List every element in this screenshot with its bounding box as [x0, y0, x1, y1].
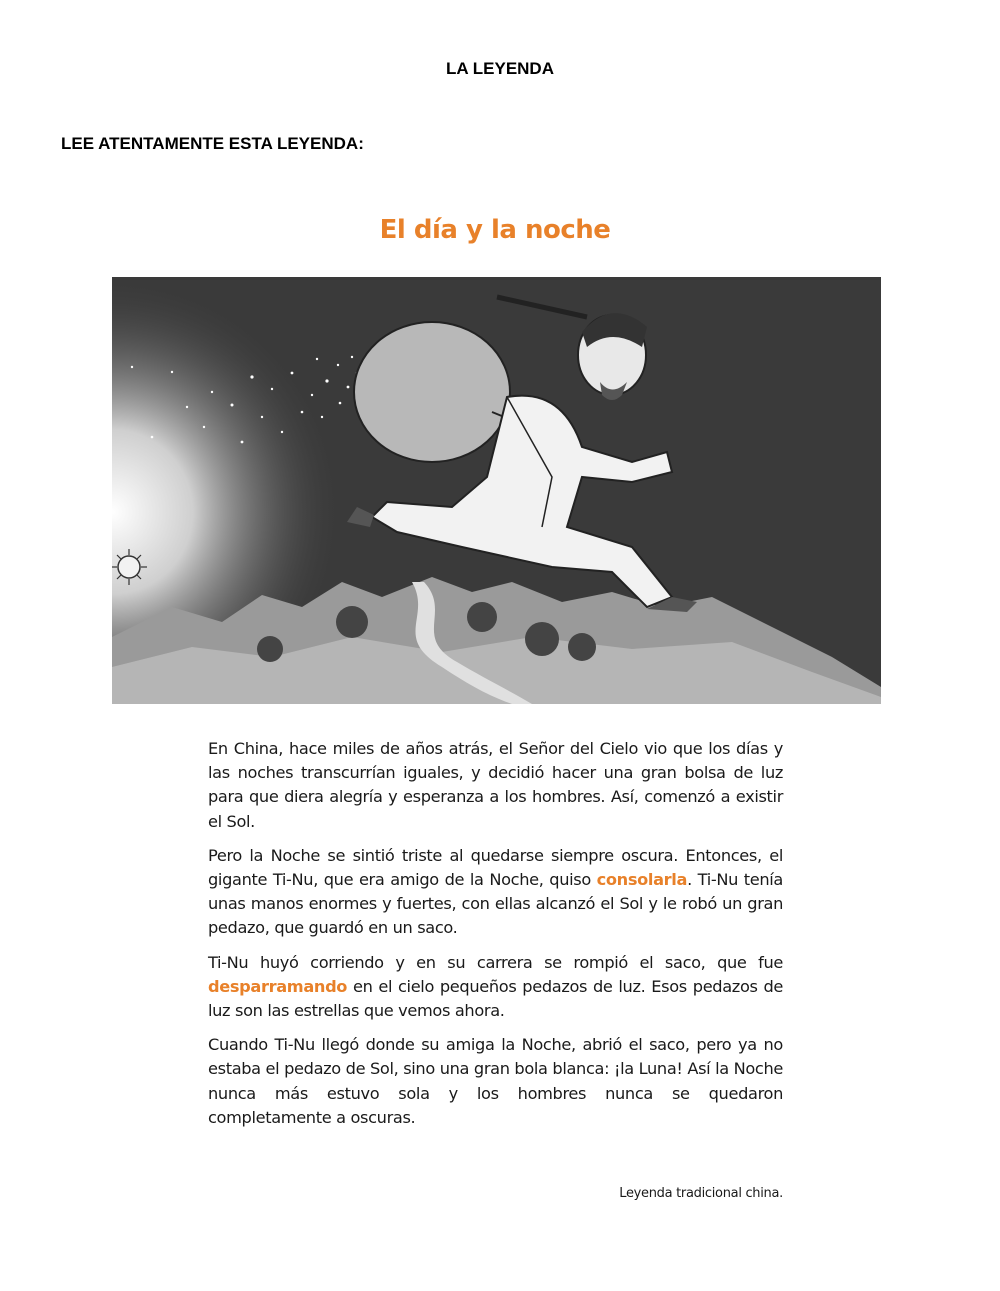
instruction-text: LEE ATENTAMENTE ESTA LEYENDA:: [61, 134, 364, 153]
highlight-word-consolarla: consolarla: [596, 870, 688, 890]
story-paragraph-3: [208, 951, 783, 1024]
story-paragraph-4: Cuando Ti-Nu llegó donde su amiga la Noche, abrió el saco, pero ya no estaba el pedazo de Sol, sino una gran bola blanca: ¡la Luna! Así la Noche nunca más estuvo sola y los hombres nunca se quedaron completamente a oscuras.: [208, 1035, 783, 1127]
story-source: Leyenda tradicional china.: [619, 1186, 783, 1201]
highlight-word-desparramando: desparramando: [208, 976, 348, 996]
story-title: El día y la noche: [379, 215, 611, 245]
giant-running-illustration: [112, 277, 881, 704]
sack: [354, 322, 510, 462]
story-paragraph-2-part-2: . Ti-Nu tenía unas manos enormes y fuertes, con ellas alcanzó el Sol y le robó un gran pedazo, que guardó en un saco.: [208, 870, 783, 938]
story-text: [208, 737, 783, 1140]
story-illustration: [112, 277, 881, 704]
story-paragraph-3-part-2: en el cielo pequeños pedazos de luz. Esos pedazos de luz son las estrellas que vemos ahora.: [208, 976, 783, 1021]
story-paragraph-2: [208, 844, 783, 941]
story-paragraph-1: En China, hace miles de años atrás, el Señor del Cielo vio que los días y las noches transcurrían iguales, y decidió hacer una gran bolsa de luz para que diera alegría y esperanza a los hombres. Así, comenzó a existir el Sol.: [208, 739, 783, 831]
story-paragraph-2-part-1: Pero la Noche se sintió triste al quedarse siempre oscura. Entonces, el gigante Ti-Nu, que era amigo de la Noche, quiso: [208, 845, 783, 890]
story-paragraph-3-part-1: Ti-Nu huyó corriendo y en su carrera se rompió el saco, que fue: [208, 952, 783, 972]
document-title: LA LEYENDA: [446, 59, 554, 78]
